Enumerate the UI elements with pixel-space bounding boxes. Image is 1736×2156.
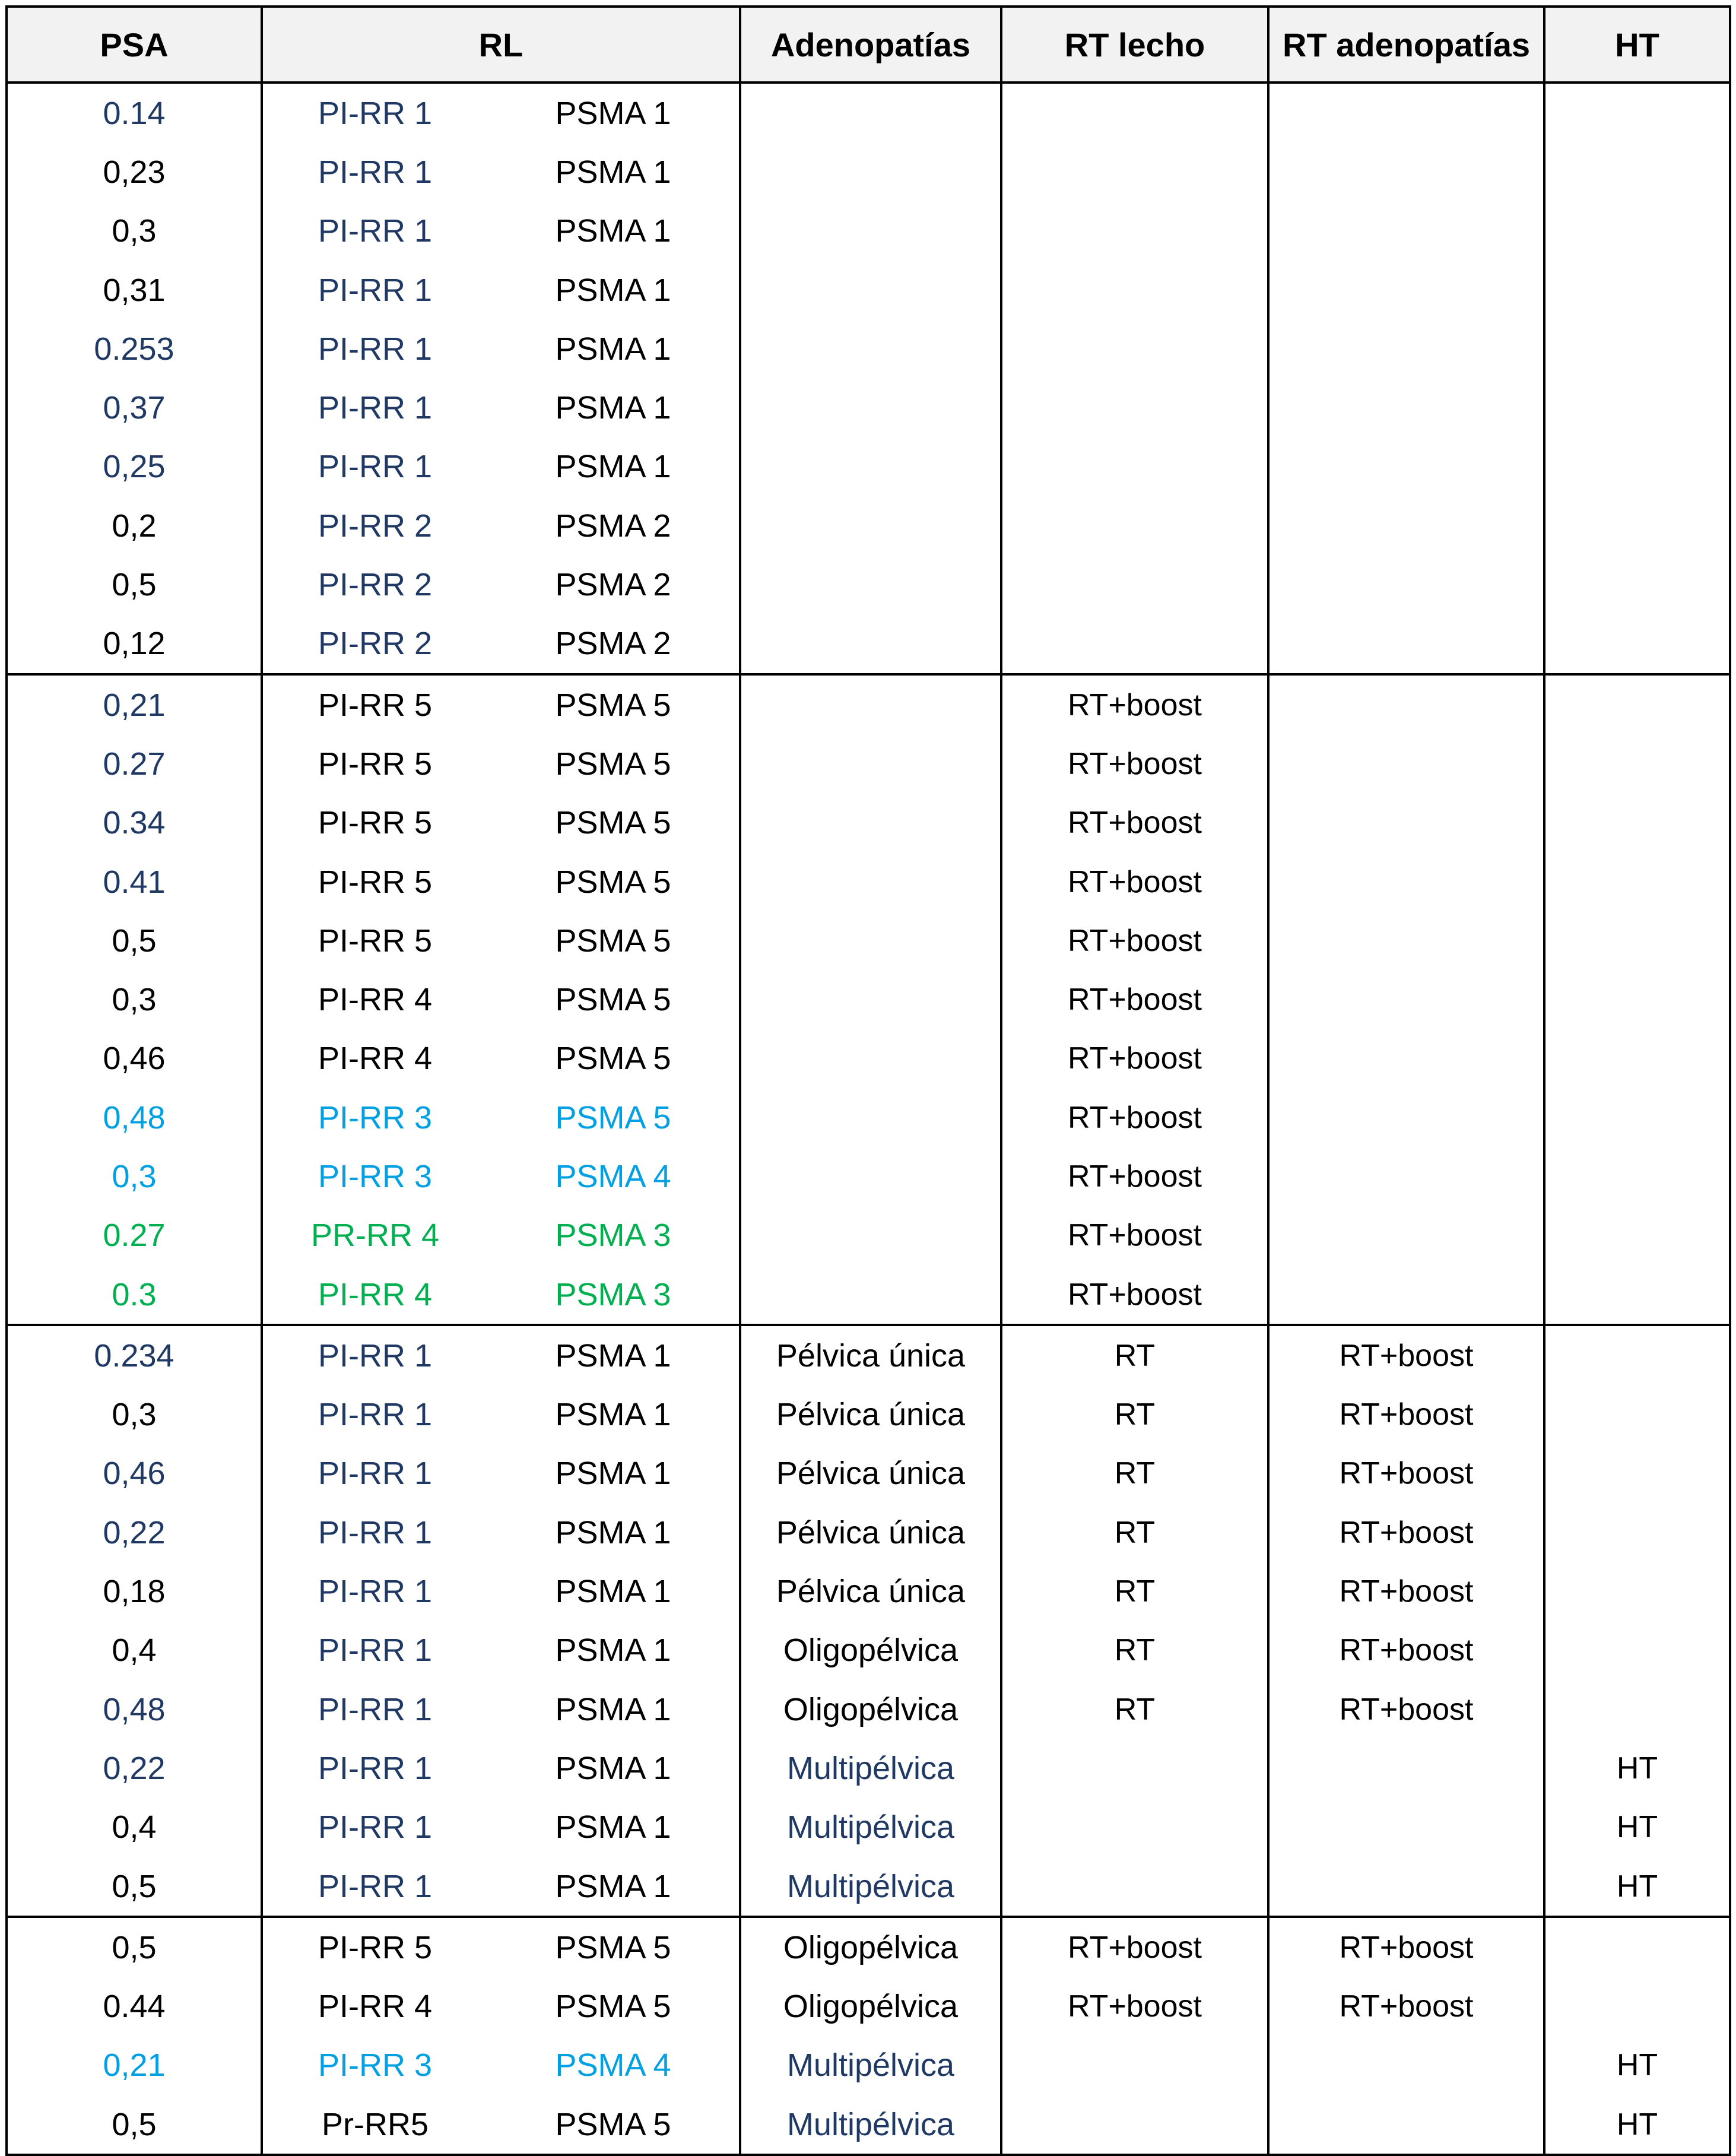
cell-ht (1544, 1917, 1730, 1977)
cell-psa: 0,2 (7, 496, 262, 555)
table-row (7, 83, 1730, 142)
cell-pi-rr: PI-RR 2 (262, 614, 487, 674)
cell-adenopatias (740, 734, 1001, 793)
cell-psma: PSMA 4 (487, 2036, 740, 2095)
header-adenopatias: Adenopatías (740, 7, 1001, 83)
cell-rt-adenopatias (1268, 911, 1544, 970)
cell-pi-rr: PI-RR 5 (262, 1917, 487, 1977)
cell-psa: 0,37 (7, 378, 262, 437)
cell-rt-lecho (1001, 437, 1268, 496)
cell-psa: 0,48 (7, 1680, 262, 1739)
cell-psma: PSMA 5 (487, 794, 740, 852)
table-row (7, 555, 1730, 614)
cell-psma: PSMA 4 (487, 1147, 740, 1206)
cell-rt-lecho (1001, 319, 1268, 378)
table-row (7, 202, 1730, 261)
table-row (7, 911, 1730, 970)
cell-pi-rr: PI-RR 1 (262, 83, 487, 142)
table-row (7, 1147, 1730, 1206)
header-ht: HT (1544, 7, 1730, 83)
cell-ht (1544, 1562, 1730, 1621)
cell-psma: PSMA 1 (487, 1325, 740, 1385)
cell-rt-lecho: RT+boost (1001, 1029, 1268, 1088)
table-row (7, 319, 1730, 378)
table-row (7, 1857, 1730, 1917)
table-row (7, 614, 1730, 674)
table-row (7, 378, 1730, 437)
cell-ht (1544, 1621, 1730, 1680)
cell-adenopatias (740, 83, 1001, 142)
cell-pi-rr: PI-RR 5 (262, 674, 487, 734)
cell-adenopatias (740, 555, 1001, 614)
cell-adenopatias (740, 496, 1001, 555)
cell-rt-lecho: RT+boost (1001, 852, 1268, 911)
cell-pi-rr: PI-RR 1 (262, 1503, 487, 1562)
cell-psma: PSMA 1 (487, 261, 740, 319)
cell-ht (1544, 83, 1730, 142)
cell-rt-adenopatias (1268, 142, 1544, 201)
cell-adenopatias (740, 794, 1001, 852)
cell-rt-lecho (1001, 496, 1268, 555)
cell-rt-adenopatias (1268, 734, 1544, 793)
cell-pi-rr: PI-RR 5 (262, 794, 487, 852)
cell-adenopatias: Multipélvica (740, 2036, 1001, 2095)
table-row (7, 1088, 1730, 1147)
cell-psa: 0.34 (7, 794, 262, 852)
cell-rt-lecho: RT+boost (1001, 794, 1268, 852)
cell-psma: PSMA 5 (487, 1088, 740, 1147)
table-row (7, 1503, 1730, 1562)
cell-rt-lecho: RT (1001, 1562, 1268, 1621)
cell-adenopatias: Multipélvica (740, 1857, 1001, 1917)
cell-adenopatias (740, 1265, 1001, 1325)
table-row (7, 794, 1730, 852)
cell-adenopatias (740, 911, 1001, 970)
cell-rt-adenopatias (1268, 437, 1544, 496)
cell-rt-lecho (1001, 555, 1268, 614)
cell-pi-rr: PI-RR 2 (262, 555, 487, 614)
cell-psma: PSMA 1 (487, 1444, 740, 1503)
cell-adenopatias (740, 142, 1001, 201)
cell-rt-lecho (1001, 1857, 1268, 1917)
cell-psa: 0,12 (7, 614, 262, 674)
cell-rt-adenopatias: RT+boost (1268, 1680, 1544, 1739)
cell-rt-lecho: RT (1001, 1385, 1268, 1444)
cell-rt-adenopatias (1268, 1088, 1544, 1147)
cell-adenopatias: Pélvica única (740, 1385, 1001, 1444)
cell-psma: PSMA 5 (487, 674, 740, 734)
cell-rt-adenopatias: RT+boost (1268, 1385, 1544, 1444)
cell-ht (1544, 202, 1730, 261)
cell-ht (1544, 852, 1730, 911)
cell-rt-lecho: RT (1001, 1621, 1268, 1680)
cell-psa: 0.44 (7, 1977, 262, 2036)
cell-psa: 0,3 (7, 970, 262, 1029)
cell-pi-rr: PI-RR 3 (262, 2036, 487, 2095)
cell-rt-lecho (1001, 261, 1268, 319)
cell-adenopatias: Oligopélvica (740, 1977, 1001, 2036)
cell-pi-rr: PI-RR 4 (262, 1265, 487, 1325)
header-row (7, 7, 1730, 83)
cell-psa: 0,25 (7, 437, 262, 496)
cell-ht (1544, 1206, 1730, 1265)
cell-adenopatias (740, 202, 1001, 261)
cell-psma: PSMA 1 (487, 1739, 740, 1797)
table-row (7, 1029, 1730, 1088)
cell-psa: 0.14 (7, 83, 262, 142)
cell-ht (1544, 970, 1730, 1029)
cell-psa: 0,5 (7, 2095, 262, 2155)
cell-ht (1544, 437, 1730, 496)
cell-ht (1544, 496, 1730, 555)
table-row (7, 1680, 1730, 1739)
cell-pi-rr: PI-RR 5 (262, 852, 487, 911)
cell-psa: 0.253 (7, 319, 262, 378)
cell-rt-lecho (1001, 378, 1268, 437)
cell-pi-rr: PI-RR 1 (262, 1444, 487, 1503)
cell-psa: 0,5 (7, 1857, 262, 1917)
cell-ht: HT (1544, 2036, 1730, 2095)
cell-rt-adenopatias (1268, 1147, 1544, 1206)
cell-psma: PSMA 1 (487, 1857, 740, 1917)
cell-adenopatias (740, 437, 1001, 496)
cell-psma: PSMA 1 (487, 1385, 740, 1444)
cell-psma: PSMA 2 (487, 614, 740, 674)
cell-rt-adenopatias: RT+boost (1268, 1562, 1544, 1621)
cell-adenopatias (740, 1088, 1001, 1147)
cell-rt-lecho: RT+boost (1001, 1088, 1268, 1147)
cell-psa: 0,3 (7, 202, 262, 261)
cell-pi-rr: PI-RR 1 (262, 319, 487, 378)
cell-pi-rr: PI-RR 1 (262, 1739, 487, 1797)
table-row (7, 970, 1730, 1029)
cell-ht (1544, 1088, 1730, 1147)
results-table (5, 5, 1731, 2156)
cell-rt-adenopatias (1268, 674, 1544, 734)
cell-ht (1544, 319, 1730, 378)
cell-pi-rr: PI-RR 2 (262, 496, 487, 555)
cell-psma: PSMA 5 (487, 1029, 740, 1088)
cell-psma: PSMA 1 (487, 1621, 740, 1680)
cell-psa: 0,5 (7, 911, 262, 970)
cell-psma: PSMA 3 (487, 1265, 740, 1325)
cell-rt-adenopatias (1268, 1798, 1544, 1857)
header-rt-adenopatias: RT adenopatías (1268, 7, 1544, 83)
cell-adenopatias: Pélvica única (740, 1562, 1001, 1621)
table-row (7, 1739, 1730, 1797)
cell-psma: PSMA 1 (487, 202, 740, 261)
cell-pi-rr: PI-RR 1 (262, 261, 487, 319)
cell-psma: PSMA 5 (487, 970, 740, 1029)
table-row (7, 674, 1730, 734)
cell-ht (1544, 1325, 1730, 1385)
cell-psa: 0,22 (7, 1739, 262, 1797)
cell-pi-rr: PI-RR 4 (262, 970, 487, 1029)
cell-rt-adenopatias (1268, 1857, 1544, 1917)
cell-rt-lecho (1001, 83, 1268, 142)
cell-adenopatias: Multipélvica (740, 2095, 1001, 2155)
cell-adenopatias: Oligopélvica (740, 1621, 1001, 1680)
header-rl: RL (262, 7, 740, 83)
table-row (7, 1917, 1730, 1977)
cell-rt-lecho: RT+boost (1001, 1206, 1268, 1265)
cell-rt-adenopatias (1268, 378, 1544, 437)
cell-ht (1544, 794, 1730, 852)
cell-psma: PSMA 5 (487, 852, 740, 911)
cell-psa: 0,23 (7, 142, 262, 201)
cell-adenopatias: Oligopélvica (740, 1917, 1001, 1977)
cell-rt-adenopatias (1268, 970, 1544, 1029)
cell-ht (1544, 142, 1730, 201)
cell-rt-adenopatias (1268, 319, 1544, 378)
table-row (7, 734, 1730, 793)
cell-pi-rr: PI-RR 1 (262, 202, 487, 261)
cell-pi-rr: Pr-RR5 (262, 2095, 487, 2155)
cell-psa: 0,3 (7, 1385, 262, 1444)
cell-ht (1544, 1265, 1730, 1325)
cell-pi-rr: PI-RR 4 (262, 1977, 487, 2036)
cell-pi-rr: PI-RR 3 (262, 1147, 487, 1206)
table-row (7, 1385, 1730, 1444)
cell-rt-adenopatias: RT+boost (1268, 1917, 1544, 1977)
cell-rt-lecho: RT (1001, 1444, 1268, 1503)
table-row (7, 1977, 1730, 2036)
cell-pi-rr: PI-RR 1 (262, 1325, 487, 1385)
cell-psma: PSMA 1 (487, 1798, 740, 1857)
cell-adenopatias: Multipélvica (740, 1739, 1001, 1797)
cell-ht (1544, 1977, 1730, 2036)
cell-psa: 0,31 (7, 261, 262, 319)
table-row (7, 1206, 1730, 1265)
header-rt-lecho: RT lecho (1001, 7, 1268, 83)
cell-rt-adenopatias (1268, 2095, 1544, 2155)
cell-rt-adenopatias (1268, 2036, 1544, 2095)
cell-rt-adenopatias (1268, 1206, 1544, 1265)
cell-adenopatias (740, 261, 1001, 319)
cell-pi-rr: PI-RR 1 (262, 378, 487, 437)
cell-psa: 0,18 (7, 1562, 262, 1621)
cell-adenopatias (740, 378, 1001, 437)
cell-ht (1544, 1385, 1730, 1444)
cell-rt-adenopatias (1268, 794, 1544, 852)
cell-adenopatias (740, 1206, 1001, 1265)
table-row (7, 261, 1730, 319)
cell-psma: PSMA 5 (487, 1917, 740, 1977)
cell-pi-rr: PI-RR 1 (262, 142, 487, 201)
table-row (7, 142, 1730, 201)
cell-adenopatias (740, 852, 1001, 911)
cell-rt-lecho (1001, 202, 1268, 261)
cell-rt-adenopatias: RT+boost (1268, 1444, 1544, 1503)
cell-ht (1544, 261, 1730, 319)
cell-psma: PSMA 5 (487, 734, 740, 793)
cell-psma: PSMA 3 (487, 1206, 740, 1265)
cell-pi-rr: PI-RR 1 (262, 1857, 487, 1917)
cell-adenopatias: Oligopélvica (740, 1680, 1001, 1739)
cell-rt-adenopatias (1268, 261, 1544, 319)
cell-psa: 0.27 (7, 734, 262, 793)
cell-pi-rr: PI-RR 5 (262, 911, 487, 970)
cell-ht: HT (1544, 1739, 1730, 1797)
table-row (7, 1562, 1730, 1621)
cell-pi-rr: PR-RR 4 (262, 1206, 487, 1265)
cell-ht: HT (1544, 1798, 1730, 1857)
cell-adenopatias (740, 1147, 1001, 1206)
cell-adenopatias (740, 1029, 1001, 1088)
cell-psa: 0,46 (7, 1029, 262, 1088)
table-row (7, 2095, 1730, 2155)
cell-rt-lecho: RT+boost (1001, 1147, 1268, 1206)
cell-pi-rr: PI-RR 1 (262, 1798, 487, 1857)
cell-psa: 0,5 (7, 1917, 262, 1977)
cell-pi-rr: PI-RR 1 (262, 437, 487, 496)
cell-rt-lecho: RT+boost (1001, 1917, 1268, 1977)
cell-ht (1544, 1503, 1730, 1562)
cell-rt-adenopatias (1268, 1265, 1544, 1325)
cell-psma: PSMA 1 (487, 319, 740, 378)
cell-adenopatias (740, 614, 1001, 674)
cell-adenopatias (740, 319, 1001, 378)
cell-rt-adenopatias (1268, 614, 1544, 674)
cell-psa: 0.27 (7, 1206, 262, 1265)
cell-psa: 0,21 (7, 2036, 262, 2095)
table-row (7, 1621, 1730, 1680)
cell-ht: HT (1544, 2095, 1730, 2155)
table-row (7, 1325, 1730, 1385)
cell-rt-lecho: RT+boost (1001, 1977, 1268, 2036)
cell-psa: 0,46 (7, 1444, 262, 1503)
cell-psa: 0.234 (7, 1325, 262, 1385)
table-row (7, 2036, 1730, 2095)
cell-pi-rr: PI-RR 1 (262, 1562, 487, 1621)
cell-ht (1544, 911, 1730, 970)
cell-adenopatias: Pélvica única (740, 1503, 1001, 1562)
cell-rt-adenopatias: RT+boost (1268, 1503, 1544, 1562)
cell-rt-lecho (1001, 142, 1268, 201)
cell-psma: PSMA 1 (487, 1503, 740, 1562)
cell-psma: PSMA 1 (487, 1562, 740, 1621)
cell-ht (1544, 674, 1730, 734)
cell-psma: PSMA 5 (487, 911, 740, 970)
cell-rt-adenopatias (1268, 555, 1544, 614)
cell-rt-adenopatias: RT+boost (1268, 1325, 1544, 1385)
cell-psa: 0,21 (7, 674, 262, 734)
cell-rt-lecho (1001, 2036, 1268, 2095)
cell-psma: PSMA 1 (487, 1680, 740, 1739)
cell-pi-rr: PI-RR 3 (262, 1088, 487, 1147)
cell-psma: PSMA 5 (487, 1977, 740, 2036)
cell-ht (1544, 555, 1730, 614)
cell-psa: 0,4 (7, 1798, 262, 1857)
cell-ht (1544, 614, 1730, 674)
cell-adenopatias: Pélvica única (740, 1325, 1001, 1385)
cell-psma: PSMA 2 (487, 496, 740, 555)
cell-rt-adenopatias (1268, 202, 1544, 261)
cell-psma: PSMA 2 (487, 555, 740, 614)
cell-adenopatias: Multipélvica (740, 1798, 1001, 1857)
cell-rt-lecho (1001, 1798, 1268, 1857)
table-body (7, 83, 1730, 2155)
cell-psma: PSMA 5 (487, 2095, 740, 2155)
cell-ht (1544, 1680, 1730, 1739)
cell-rt-lecho: RT+boost (1001, 1265, 1268, 1325)
cell-ht (1544, 1444, 1730, 1503)
cell-adenopatias (740, 970, 1001, 1029)
cell-adenopatias (740, 674, 1001, 734)
cell-rt-adenopatias (1268, 83, 1544, 142)
table-row (7, 1444, 1730, 1503)
cell-rt-lecho: RT (1001, 1680, 1268, 1739)
table-row (7, 852, 1730, 911)
cell-rt-lecho: RT (1001, 1503, 1268, 1562)
cell-ht (1544, 378, 1730, 437)
cell-rt-lecho (1001, 1739, 1268, 1797)
cell-rt-lecho: RT+boost (1001, 911, 1268, 970)
cell-ht (1544, 734, 1730, 793)
cell-pi-rr: PI-RR 4 (262, 1029, 487, 1088)
cell-ht (1544, 1029, 1730, 1088)
cell-rt-adenopatias (1268, 496, 1544, 555)
header-psa: PSA (7, 7, 262, 83)
cell-rt-adenopatias: RT+boost (1268, 1977, 1544, 2036)
cell-psa: 0,5 (7, 555, 262, 614)
cell-rt-lecho (1001, 614, 1268, 674)
cell-psma: PSMA 1 (487, 83, 740, 142)
cell-rt-lecho: RT+boost (1001, 970, 1268, 1029)
cell-rt-lecho: RT+boost (1001, 734, 1268, 793)
cell-psma: PSMA 1 (487, 437, 740, 496)
cell-rt-lecho (1001, 2095, 1268, 2155)
cell-psma: PSMA 1 (487, 142, 740, 201)
cell-rt-lecho: RT (1001, 1325, 1268, 1385)
cell-pi-rr: PI-RR 1 (262, 1621, 487, 1680)
cell-psa: 0,4 (7, 1621, 262, 1680)
table-row (7, 1265, 1730, 1325)
cell-ht: HT (1544, 1857, 1730, 1917)
cell-psma: PSMA 1 (487, 378, 740, 437)
cell-rt-adenopatias (1268, 852, 1544, 911)
cell-psa: 0.41 (7, 852, 262, 911)
cell-ht (1544, 1147, 1730, 1206)
table-row (7, 496, 1730, 555)
cell-psa: 0,48 (7, 1088, 262, 1147)
cell-rt-adenopatias: RT+boost (1268, 1621, 1544, 1680)
cell-rt-lecho: RT+boost (1001, 674, 1268, 734)
cell-pi-rr: PI-RR 1 (262, 1680, 487, 1739)
table-row (7, 437, 1730, 496)
cell-pi-rr: PI-RR 5 (262, 734, 487, 793)
cell-rt-adenopatias (1268, 1739, 1544, 1797)
table-row (7, 1798, 1730, 1857)
cell-pi-rr: PI-RR 1 (262, 1385, 487, 1444)
cell-psa: 0,3 (7, 1147, 262, 1206)
cell-psa: 0.3 (7, 1265, 262, 1325)
cell-adenopatias: Pélvica única (740, 1444, 1001, 1503)
cell-psa: 0,22 (7, 1503, 262, 1562)
cell-rt-adenopatias (1268, 1029, 1544, 1088)
